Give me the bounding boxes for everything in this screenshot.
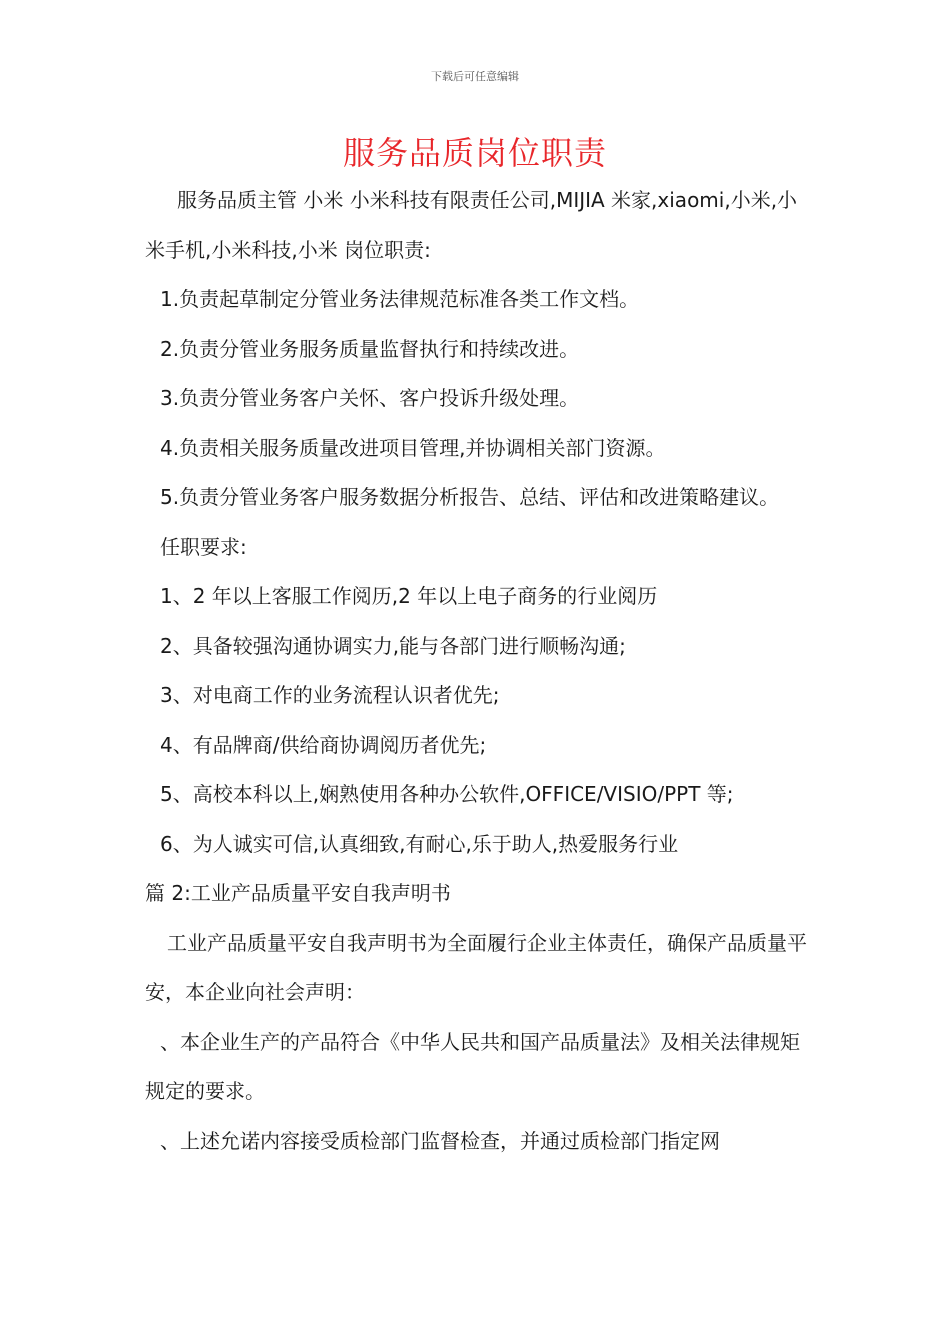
declaration-paragraph: 工业产品质量平安自我声明书为全面履行企业主体责任，确保产品质量平安，本企业向社会声明： [145,930,807,1004]
section-heading: 篇 2:工业产品质量平安自我声明书 [145,881,451,905]
requirement-item: 3、对电商工作的业务流程认识者优先; [160,683,500,707]
requirement-item: 4、有品牌商/供给商协调阅历者优先; [160,732,487,757]
requirement-item: 5、高校本科以上,娴熟使用各种办公软件,OFFICE/VISIO/PPT 等; [160,782,734,806]
document-title: 服务品质岗位职责 [342,134,607,172]
requirement-item: 6、为人诚实可信,认真细致,有耐心,乐于助人,热爱服务行业 [160,831,679,856]
declaration-clause: 、上述允诺内容接受质检部门监督检查，并通过质检部门指定网 [160,1128,720,1153]
duty-item: 5.负责分管业务客户服务数据分析报告、总结、评估和改进策略建议。 [160,485,780,509]
document-body [145,176,810,1166]
duty-item: 3.负责分管业务客户关怀、客户投诉升级处理。 [160,386,580,410]
duty-item: 1.负责起草制定分管业务法律规范标准各类工作文档。 [160,287,640,311]
duty-item: 2.负责分管业务服务质量监督执行和持续改进。 [160,336,580,361]
requirement-item: 2、具备较强沟通协调实力,能与各部门进行顺畅沟通; [160,633,626,658]
requirements-heading: 任职要求: [160,534,247,559]
requirement-item: 1、2 年以上客服工作阅历,2 年以上电子商务的行业阅历 [160,584,658,608]
header-note: 下载后可任意编辑 [431,70,519,83]
declaration-clause: 、本企业生产的产品符合《中华人民共和国产品质量法》及相关法律规矩规定的要求。 [145,1029,800,1103]
duty-item: 4.负责相关服务质量改进项目管理,并协调相关部门资源。 [160,435,666,460]
intro-paragraph: 服务品质主管 小米 小米科技有限责任公司,MIJIA 米家,xiaomi,小米,小米手机,小米科技,小米 岗位职责: [145,188,798,262]
